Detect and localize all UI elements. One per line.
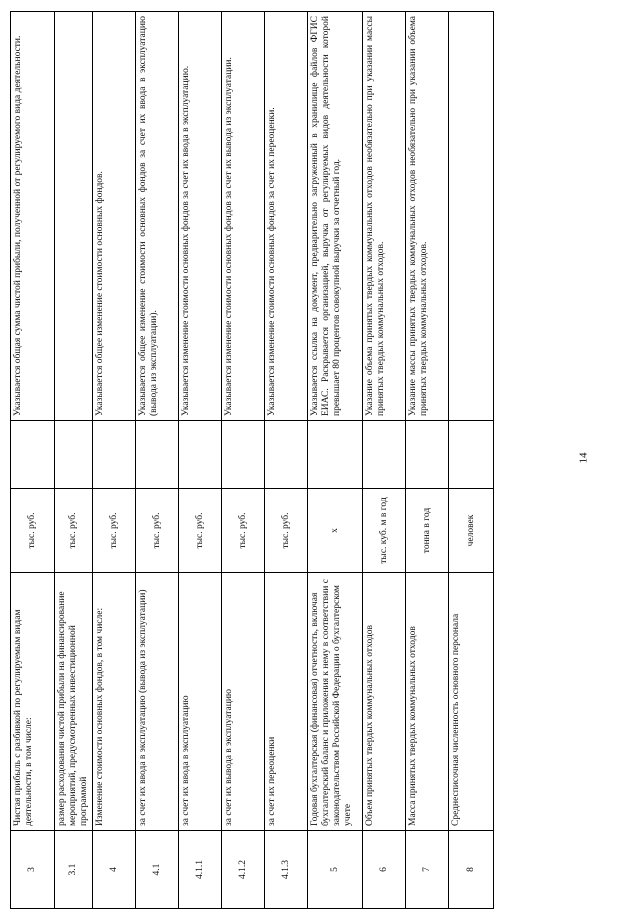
row-value [363, 421, 406, 489]
row-unit: тонна в год [406, 489, 449, 573]
table-row [265, 12, 308, 909]
row-unit: тыс. руб. [265, 489, 308, 573]
table-row [93, 12, 136, 909]
table-row [179, 12, 222, 909]
row-unit: тыс. руб. [222, 489, 265, 573]
row-number: 4.1 [136, 831, 179, 909]
row-unit: тыс. руб. [93, 489, 136, 573]
row-value [179, 421, 222, 489]
row-value [11, 421, 55, 489]
table-row [308, 12, 363, 909]
table-row [11, 12, 55, 909]
table-row [406, 12, 449, 909]
row-name: за счет их ввода в эксплуатацию (вывода из эксплуатации) [136, 573, 179, 831]
row-name: Чистая прибыль с разбивкой по регулируемым видам деятельности, в том числе: [11, 573, 55, 831]
row-comment: Указывается ссылка на документ, предварительно загруженный в хранилище файлов ФГИС ЕИАС. Раскрывается организацией, выручка от регулируемых видов деятельности которой превышает 80 процентов совокупной выручки за отчетный год. [308, 12, 363, 421]
row-number: 4 [93, 831, 136, 909]
row-comment [449, 12, 494, 421]
row-value [93, 421, 136, 489]
row-number: 5 [308, 831, 363, 909]
row-unit: тыс. руб. [136, 489, 179, 573]
row-number: 8 [449, 831, 494, 909]
row-name: Годовая бухгалтерская (финансовая) отчетность, включая бухгалтерский баланс и приложения к нему в соответствии с законодательством Российской Федерации о бухгалтерском учете [308, 573, 363, 831]
row-name: за счет их вывода в эксплуатацию [222, 573, 265, 831]
row-comment: Указывается общее изменение стоимости основных фондов за счет их ввода в эксплуатацию (вывода из эксплуатации). [136, 12, 179, 421]
table-row [449, 12, 494, 909]
row-name: размер расходования чистой прибыли на финансирование мероприятий, предусмотренных инвестиционной программой [55, 573, 93, 831]
row-name: Масса принятых твердых коммунальных отходов [406, 573, 449, 831]
row-unit: тыс. руб. [11, 489, 55, 573]
table-row [136, 12, 179, 909]
row-unit: тыс. куб. м в год [363, 489, 406, 573]
row-comment [55, 12, 93, 421]
page-number: 14 [577, 452, 590, 464]
table-row [55, 12, 93, 909]
row-value [406, 421, 449, 489]
row-value [449, 421, 494, 489]
row-name: за счет их ввода в эксплуатацию [179, 573, 222, 831]
table-row [363, 12, 406, 909]
row-number: 7 [406, 831, 449, 909]
row-comment: Указывается изменение стоимости основных фондов за счет их ввода в эксплуатацию. [179, 12, 222, 421]
table-row [222, 12, 265, 909]
row-number: 3 [11, 831, 55, 909]
row-number: 6 [363, 831, 406, 909]
row-name: Среднесписочная численность основного персонала [449, 573, 494, 831]
row-number: 4.1.1 [179, 831, 222, 909]
row-unit: человек [449, 489, 494, 573]
row-name: Объем принятых твердых коммунальных отходов [363, 573, 406, 831]
row-value [265, 421, 308, 489]
row-comment: Указание массы принятых твердых коммунальных отходов необязательно при указании объема принятых твердых коммунальных отходов. [406, 12, 449, 421]
row-comment: Указывается изменение стоимости основных фондов за счет их переоценки. [265, 12, 308, 421]
row-unit: x [308, 489, 363, 573]
row-value [55, 421, 93, 489]
row-number: 4.1.3 [265, 831, 308, 909]
row-name: Изменение стоимости основных фондов, в том числе: [93, 573, 136, 831]
row-unit: тыс. руб. [179, 489, 222, 573]
row-comment: Указывается изменение стоимости основных фондов за счет их вывода из эксплуатации. [222, 12, 265, 421]
row-value [308, 421, 363, 489]
row-value [136, 421, 179, 489]
row-name: за счет их переоценки [265, 573, 308, 831]
row-comment: Указывается общее изменение стоимости основных фондов. [93, 12, 136, 421]
row-value [222, 421, 265, 489]
row-comment: Указывается общая сумма чистой прибыли, полученной от регулируемого вида деятельности. [11, 12, 55, 421]
row-unit: тыс. руб. [55, 489, 93, 573]
row-number: 4.1.2 [222, 831, 265, 909]
row-comment: Указание объема принятых твердых коммунальных отходов необязательно при указании массы принятых твердых коммунальных отходов. [363, 12, 406, 421]
disclosure-table [10, 11, 494, 909]
row-number: 3.1 [55, 831, 93, 909]
